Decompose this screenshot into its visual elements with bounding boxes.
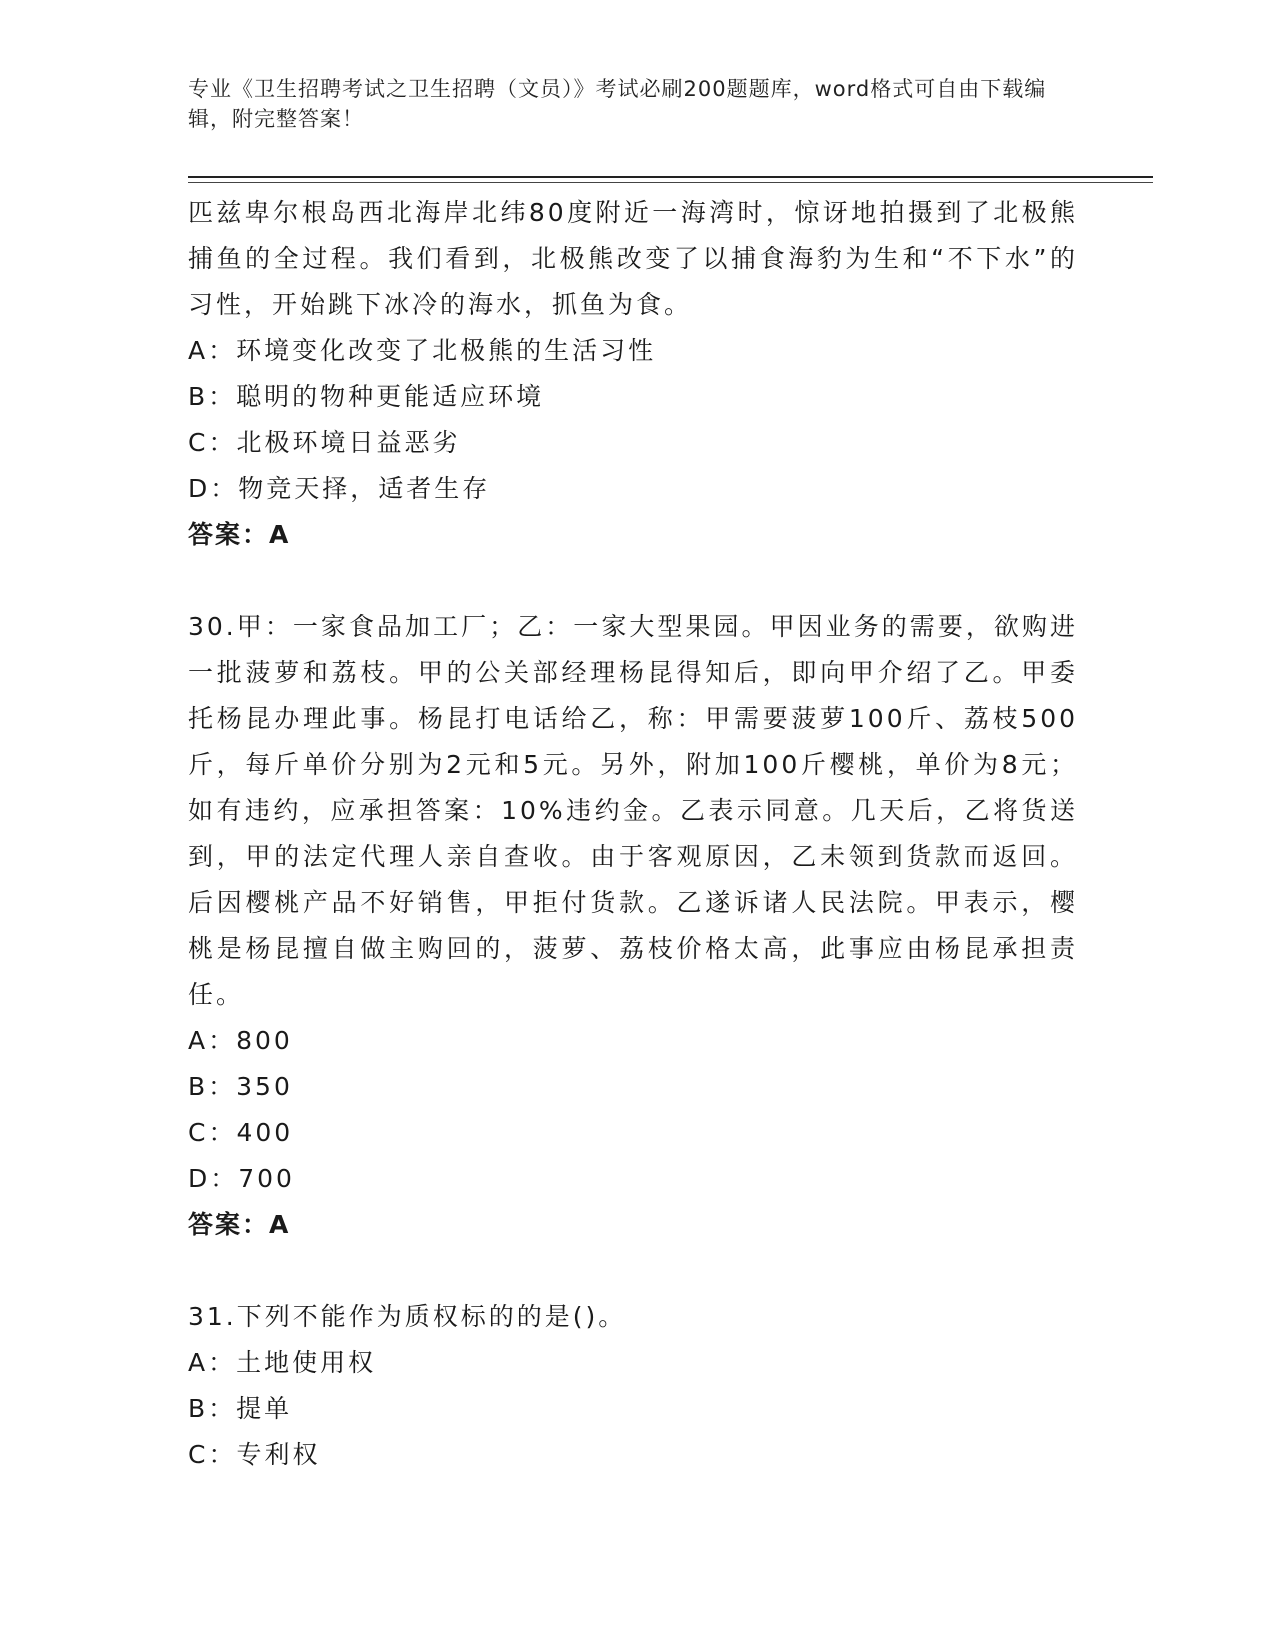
option-a: A：800 [188,1026,293,1055]
option-c: C：400 [188,1118,294,1147]
option-a: A：环境变化改变了北极熊的生活习性 [188,336,657,365]
option-c: C：专利权 [188,1440,321,1469]
question-spacer [188,1248,1078,1294]
question-stem: 30.甲：一家食品加工厂；乙：一家大型果园。甲因业务的需要，欲购进一批菠萝和荔枝。甲的公关部经理杨昆得知后，即向甲介绍了乙。甲委托杨昆办理此事。杨昆打电话给乙，称：甲需要菠萝100斤、荔枝500斤，每斤单价分别为2元和5元。另外，附加100斤樱桃，单价为8元；如有违约，应承担答案：10%违约金。乙表示同意。几天后，乙将货送到，甲的法定代理人亲自查收。由于客观原因，乙未领到货款而返回。后因樱桃产品不好销售，甲拒付货款。乙遂诉诸人民法院。甲表示，樱桃是杨昆擅自做主购回的，菠萝、荔枝价格太高，此事应由杨昆承担责任。 [188,612,1078,1009]
question-spacer [188,558,1078,604]
answer-line: 答案：A [188,520,291,549]
option-b: B：聪明的物种更能适应环境 [188,382,545,411]
header-divider-thick [188,176,1153,178]
question-29 [188,190,1078,558]
option-c: C：北极环境日益恶劣 [188,428,461,457]
answer-line: 答案：A [188,1210,291,1239]
option-d: D：物竞天择，适者生存 [188,474,491,503]
header-divider-thin [188,182,1153,183]
question-31 [188,1294,1078,1478]
question-stem: 31.下列不能作为质权标的的是()。 [188,1302,627,1331]
option-a: A：土地使用权 [188,1348,377,1377]
option-b: B：提单 [188,1394,293,1423]
question-30 [188,604,1078,1248]
document-body [188,190,1078,1478]
question-stem: 匹兹卑尔根岛西北海岸北纬80度附近一海湾时，惊讶地拍摄到了北极熊捕鱼的全过程。我们看到，北极熊改变了以捕食海豹为生和“不下水”的习性，开始跳下冰冷的海水，抓鱼为食。 [188,198,1078,319]
document-header: 专业《卫生招聘考试之卫生招聘（文员）》考试必刷200题题库，word格式可自由下载编辑，附完整答案！ [188,77,1047,131]
option-b: B：350 [188,1072,293,1101]
option-d: D：700 [188,1164,295,1193]
